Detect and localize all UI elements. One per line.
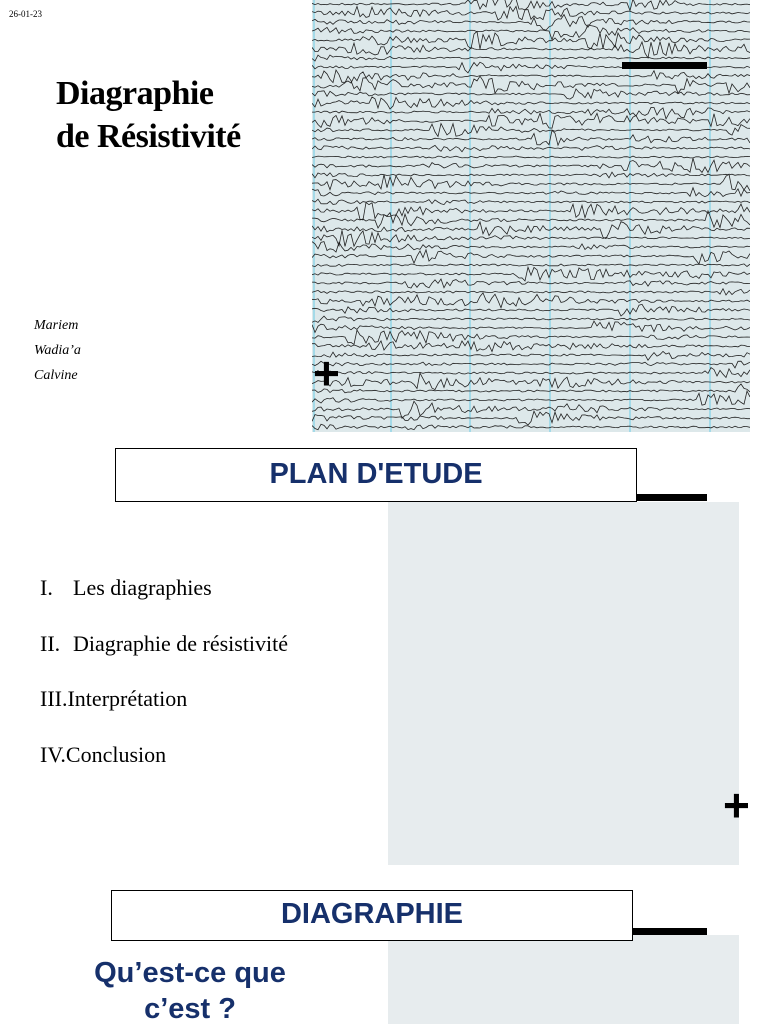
log-trace-line [312,401,750,418]
log-trace-line [312,15,750,31]
log-trace-line [312,424,750,430]
log-trace-line [312,293,750,308]
log-trace-line [312,316,750,322]
section-heading-box [115,448,637,502]
list-item [40,671,288,727]
question-text [40,955,340,1027]
log-trace-line [312,341,750,352]
log-trace-line [312,242,750,252]
list-item [40,616,288,672]
list-item-label: Les diagraphies [73,575,212,600]
list-item-label: Diagraphie de résistivité [73,630,289,656]
author-list [34,313,81,388]
log-trace-line [312,158,750,172]
log-trace-line [312,76,750,93]
log-trace-line [312,279,750,288]
log-trace-line [312,304,750,316]
list-item-label: Conclusion [65,741,167,767]
log-trace-line [312,145,750,151]
log-trace-line [312,130,750,145]
list-item-label: Interprétation [67,686,188,711]
log-trace-line [312,113,750,128]
list-item [40,560,288,616]
log-trace-line [312,6,750,20]
plus-symbol: + [313,347,340,399]
side-panel [388,502,739,865]
slide-title [56,72,241,158]
log-trace-line [312,156,750,158]
list-item-number: II. [40,630,61,656]
log-trace-line [312,0,750,11]
log-trace-line [312,124,750,137]
log-trace-line [312,267,750,281]
minus-symbol-bar [633,928,707,935]
log-trace-line [312,55,750,61]
log-trace-line [312,330,750,344]
list-item-number: III. [40,686,68,711]
log-trace-line [312,188,750,197]
section-heading-box [111,890,633,941]
log-trace-line [312,107,750,119]
log-trace-line [312,31,750,49]
log-trace-line [312,368,750,378]
log-trace-line [312,391,750,405]
log-trace-line [312,222,750,239]
table-of-contents [40,560,288,782]
log-trace-line [312,289,750,295]
log-trace-line [312,250,750,264]
log-trace-line [312,351,750,360]
section-heading: DIAGRAPHIE [280,898,464,930]
log-trace-line [312,373,750,390]
log-trace-line [312,384,750,393]
minus-symbol-bar [622,62,707,69]
list-item-number: IV. [40,741,66,767]
log-trace-line [312,321,750,332]
log-trace-line [312,203,750,220]
log-trace-line [312,25,750,40]
log-trace-line [312,97,750,109]
log-trace-line [312,89,750,99]
author-name: Mariem [34,318,79,333]
log-trace-line [312,174,750,191]
side-panel [388,935,739,1024]
plus-symbol: + [723,779,750,831]
log-trace-line [312,172,750,178]
author-name: Calvine [34,368,78,383]
list-item-number: I. [40,575,53,600]
section-heading: PLAN D'ETUDE [269,458,483,490]
minus-symbol-bar [637,494,707,501]
log-trace-line [312,411,750,425]
title-line-2: de Résistivité [56,118,241,155]
log-trace-line [312,199,750,204]
log-trace-line [312,361,750,368]
question-line-2: c’est ? [144,993,236,1025]
question-line-1: Qu’est-ce que [94,957,286,989]
log-trace-line [312,264,750,267]
title-line-1: Diagraphie [56,75,214,112]
author-name: Wadia’a [34,343,81,358]
list-item [40,727,288,783]
slide-date: 26-01-23 [9,9,42,19]
